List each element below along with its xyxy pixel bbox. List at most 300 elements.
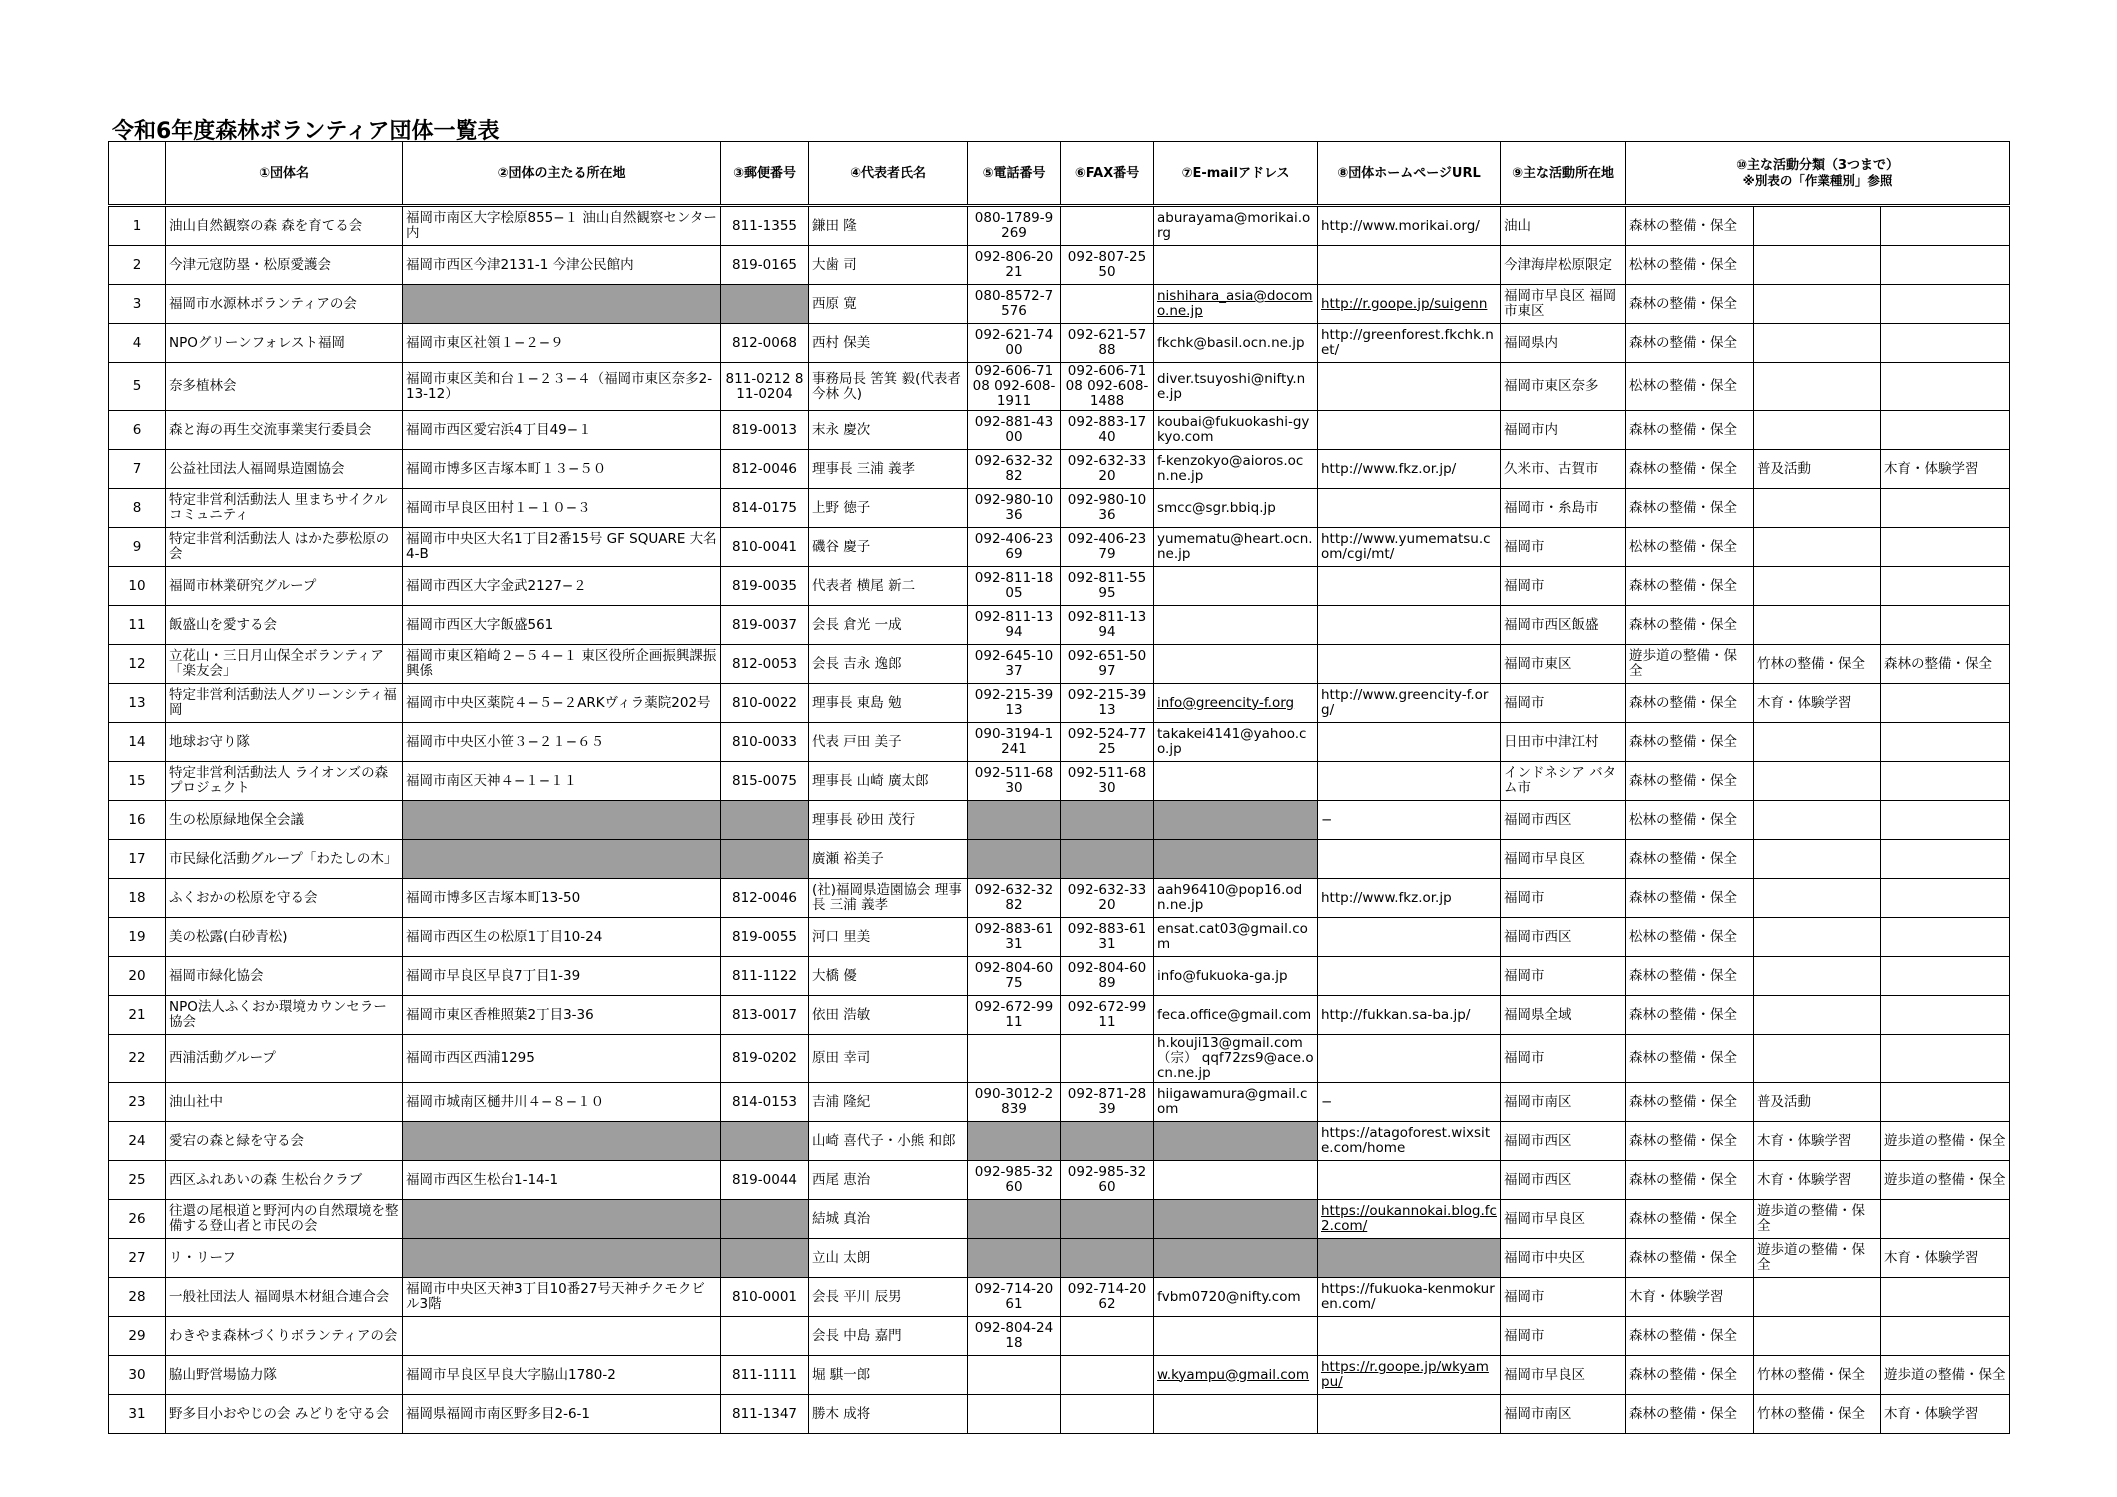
cell-representative-text: 鎌田 隆 [812,217,857,234]
cell-activity-3-text: 森林の整備・保全 [1884,655,1992,672]
cell-activity-3 [1881,1356,2010,1395]
cell-address-text: 福岡市東区美和台１−２３−４（福岡市東区奈多2-13-12） [406,370,713,402]
cell-group-name-text: 特定非営利活動法人グリーンシティ福岡 [169,687,397,718]
cell-area-text: 福岡市 [1504,577,1545,594]
header-representative: ④代表者氏名 [809,142,968,206]
cell-zip [721,1239,809,1278]
cell-fax-text: 092-651-5097 [1067,648,1147,679]
cell-zip [721,363,809,411]
table-row [109,645,2010,684]
cell-group-name-text: 特定非営利活動法人 里まちサイクルコミュニティ [169,492,388,523]
cell-zip [721,684,809,723]
cell-group-name [166,1239,403,1278]
header-tel: ⑤電話番号 [968,142,1061,206]
cell-activity-3-text: 遊歩道の整備・保全 [1884,1171,2006,1188]
cell-area-text: 福岡市東区奈多 [1504,378,1599,394]
cell-zip [721,957,809,996]
cell-url [1318,206,1501,246]
cell-email [1154,801,1318,840]
cell-email [1154,918,1318,957]
cell-address-text: 福岡市中央区薬院４−５−２ARKヴィラ薬院202号 [406,694,711,711]
cell-url [1318,1083,1501,1122]
table-row [109,1356,2010,1395]
cell-activity-3-text: 木育・体験学習 [1884,1249,1979,1266]
cell-zip-text: 819-0165 [732,256,797,273]
cell-activity-1-text: 森林の整備・保全 [1629,694,1737,711]
cell-no-text: 30 [128,1366,146,1383]
cell-tel-text: 092-632-3282 [974,882,1054,913]
cell-zip-text: 814-0153 [732,1093,797,1110]
cell-representative [809,1317,968,1356]
cell-activity-1 [1626,450,1754,489]
cell-activity-1 [1626,606,1754,645]
table-row [109,528,2010,567]
cell-email-text[interactable]: f-kenzokyo@aioros.ocn.ne.jp [1157,453,1304,484]
header-name: ①団体名 [166,142,403,206]
cell-url [1318,996,1501,1035]
cell-group-name [166,1395,403,1434]
cell-group-name-text: 油山自然観察の森 森を育てる会 [169,217,363,234]
cell-area-text: 今津海岸松原限定 [1504,256,1612,273]
cell-representative [809,324,968,363]
cell-zip [721,411,809,450]
cell-representative-text: 理事長 東島 勉 [812,694,902,711]
cell-activity-3 [1881,1161,2010,1200]
cell-activity-1 [1626,363,1754,411]
cell-area [1501,1161,1626,1200]
cell-url-text[interactable]: https://fukuoka-kenmokuren.com/ [1321,1281,1495,1312]
cell-url [1318,567,1501,606]
cell-tel [968,1395,1061,1434]
cell-email-text[interactable]: koubai@fukuokashi-gykyo.com [1157,414,1310,445]
cell-url-text[interactable]: http://www.fkz.or.jp [1321,889,1452,906]
header-row [109,142,2010,206]
cell-representative [809,840,968,879]
cell-activity-1-text: 森林の整備・保全 [1629,421,1737,438]
cell-no-text: 6 [132,421,142,438]
cell-email-text[interactable]: hiigawamura@gmail.com [1157,1086,1308,1117]
cell-activity-1-text: 遊歩道の整備・保全 [1629,648,1737,679]
cell-activity-1-text: 森林の整備・保全 [1629,1006,1737,1023]
cell-activity-2 [1754,1083,1881,1122]
cell-address-text: 福岡市南区大字桧原855−１ 油山自然観察センター内 [406,210,717,241]
cell-group-name-text: 福岡市林業研究グループ [169,577,317,594]
cell-representative [809,918,968,957]
cell-no [109,840,166,879]
cell-email [1154,723,1318,762]
cell-activity-1-text: 松林の整備・保全 [1629,538,1737,555]
cell-zip-text: 810-0022 [732,694,797,711]
cell-fax-text: 092-524-7725 [1067,726,1147,757]
cell-activity-2 [1754,450,1881,489]
cell-group-name [166,567,403,606]
cell-area-text: 日田市中津江村 [1504,733,1599,750]
cell-address [403,1035,721,1083]
cell-no-text: 27 [128,1249,146,1266]
cell-representative [809,489,968,528]
cell-area-text: 福岡県全域 [1504,1006,1572,1023]
cell-activity-2 [1754,567,1881,606]
cell-url-text[interactable]: http://www.yumematsu.com/cgi/mt/ [1321,531,1491,562]
cell-email [1154,684,1318,723]
cell-group-name [166,246,403,285]
cell-activity-1 [1626,246,1754,285]
cell-email-text[interactable]: smcc@sgr.bbiq.jp [1157,499,1276,516]
cell-url-text[interactable]: http://fukkan.sa-ba.jp/ [1321,1006,1471,1023]
cell-no-text: 2 [132,256,142,273]
cell-url-text[interactable]: https://oukannokai.blog.fc2.com/ [1321,1203,1497,1234]
cell-no [109,450,166,489]
table-row [109,246,2010,285]
header-activity-note: ※別表の「作業種別」参照 [1742,173,1893,188]
cell-url-text[interactable]: https://r.goope.jp/wkyampu/ [1321,1359,1489,1390]
cell-url [1318,606,1501,645]
cell-zip-text: 819-0055 [732,928,797,945]
cell-activity-2 [1754,1239,1881,1278]
cell-fax-text: 092-980-1036 [1067,492,1147,523]
cell-activity-2 [1754,918,1881,957]
cell-url [1318,840,1501,879]
cell-address-text: 福岡市西区今津2131-1 今津公民館内 [406,256,634,273]
table-row [109,206,2010,246]
cell-email-text[interactable]: info@greencity-f.org [1157,694,1295,711]
cell-url-text[interactable]: http://greenforest.fkchk.net/ [1321,327,1494,358]
cell-area-text: 福岡市東区 [1504,655,1572,672]
cell-zip [721,1083,809,1122]
cell-address-text: 福岡市東区香椎照葉2丁目3-36 [406,1006,594,1023]
cell-email-text[interactable]: aburayama@morikai.org [1157,210,1311,241]
cell-activity-1 [1626,1083,1754,1122]
cell-activity-3 [1881,1317,2010,1356]
cell-activity-1 [1626,762,1754,801]
cell-url [1318,1317,1501,1356]
cell-fax-text: 092-621-5788 [1067,327,1147,358]
cell-zip [721,723,809,762]
cell-activity-1-text: 森林の整備・保全 [1629,1050,1737,1066]
cell-group-name [166,840,403,879]
cell-area [1501,1035,1626,1083]
cell-area-text: 油山 [1504,217,1531,234]
cell-address-text: 福岡市博多区吉塚本町13-50 [406,889,581,906]
cell-activity-1-text: 森林の整備・保全 [1629,334,1737,351]
cell-activity-1-text: 森林の整備・保全 [1629,967,1737,984]
cell-no-text: 5 [132,378,142,394]
cell-url [1318,645,1501,684]
cell-representative [809,1356,968,1395]
cell-activity-1-text: 松林の整備・保全 [1629,928,1737,945]
cell-fax [1061,1395,1154,1434]
cell-tel [968,762,1061,801]
cell-activity-2-text: 竹林の整備・保全 [1757,1366,1865,1383]
cell-group-name [166,723,403,762]
cell-email-text[interactable]: nishihara_asia@docomo.ne.jp [1157,288,1313,319]
cell-url [1318,1278,1501,1317]
cell-url-text[interactable]: http://r.goope.jp/suigenn [1321,295,1488,312]
cell-zip-text: 819-0037 [732,616,797,633]
cell-address-text: 福岡市東区社領１−２−９ [406,334,564,351]
cell-activity-3 [1881,1122,2010,1161]
cell-area-text: 福岡市西区 [1504,928,1572,945]
cell-fax-text: 092-985-3260 [1067,1164,1147,1195]
cell-representative [809,1278,968,1317]
table-row [109,363,2010,411]
cell-tel [968,1200,1061,1239]
table-row [109,1200,2010,1239]
cell-tel [968,246,1061,285]
cell-email-text[interactable]: takakei4141@yahoo.co.jp [1157,726,1307,757]
cell-url-text[interactable]: http://www.greencity-f.org/ [1321,687,1489,718]
cell-zip-text: 811-1347 [732,1405,797,1422]
table-row [109,1083,2010,1122]
cell-group-name [166,606,403,645]
cell-representative [809,762,968,801]
cell-fax [1061,285,1154,324]
cell-url-text: − [1321,1093,1333,1110]
cell-address [403,450,721,489]
cell-activity-3 [1881,1395,2010,1434]
cell-fax [1061,1278,1154,1317]
table-row [109,1395,2010,1434]
cell-no [109,957,166,996]
cell-url-text[interactable]: https://atagoforest.wixsite.com/home [1321,1125,1491,1156]
cell-tel [968,411,1061,450]
cell-activity-2-text: 木育・体験学習 [1757,1171,1852,1188]
cell-no [109,1083,166,1122]
cell-group-name [166,363,403,411]
cell-activity-2-text: 普及活動 [1757,460,1811,477]
cell-area [1501,285,1626,324]
cell-zip-text: 812-0053 [732,655,797,672]
cell-area [1501,762,1626,801]
cell-group-name [166,957,403,996]
cell-area [1501,606,1626,645]
cell-area [1501,363,1626,411]
cell-group-name-text: わきやま森林づくりボランティアの会 [169,1327,398,1344]
cell-area-text: 福岡市 [1504,967,1545,984]
table-row [109,1317,2010,1356]
cell-tel-text: 092-621-7400 [974,327,1054,358]
cell-zip [721,285,809,324]
cell-fax-text: 092-811-1394 [1067,609,1147,640]
cell-no-text: 16 [128,811,146,828]
cell-area [1501,645,1626,684]
cell-representative-text: 河口 里美 [812,928,871,945]
cell-fax [1061,1239,1154,1278]
table-row [109,957,2010,996]
cell-activity-2 [1754,324,1881,363]
cell-zip [721,1200,809,1239]
cell-zip [721,606,809,645]
cell-area-text: 福岡市 [1504,1050,1545,1066]
cell-activity-1 [1626,1278,1754,1317]
cell-tel-text: 092-883-6131 [974,921,1054,952]
cell-no-text: 23 [128,1093,146,1110]
cell-email [1154,206,1318,246]
cell-no [109,1239,166,1278]
cell-area [1501,567,1626,606]
cell-activity-3 [1881,1083,2010,1122]
cell-activity-1 [1626,411,1754,450]
cell-email [1154,489,1318,528]
cell-representative-text: 勝木 成将 [812,1405,871,1422]
cell-email-text[interactable]: info@fukuoka-ga.jp [1157,967,1288,984]
cell-tel-text: 092-980-1036 [974,492,1054,523]
table-row [109,762,2010,801]
cell-no-text: 19 [128,928,146,945]
cell-no-text: 17 [128,850,146,867]
cell-email [1154,1122,1318,1161]
cell-fax [1061,246,1154,285]
cell-zip [721,1035,809,1083]
cell-url [1318,762,1501,801]
cell-group-name-text: 立花山・三日月山保全ボランティア「楽友会」 [169,648,384,679]
cell-activity-3-text: 遊歩道の整備・保全 [1884,1132,2006,1149]
header-no [109,142,166,206]
cell-group-name [166,206,403,246]
cell-group-name [166,1161,403,1200]
cell-no [109,1395,166,1434]
cell-tel [968,1239,1061,1278]
cell-address-text: 福岡市西区愛宕浜4丁目49−１ [406,421,592,438]
cell-address [403,411,721,450]
cell-zip [721,1278,809,1317]
cell-no [109,645,166,684]
cell-zip-text: 819-0202 [732,1050,797,1066]
cell-url [1318,1395,1501,1434]
cell-url [1318,918,1501,957]
cell-fax-text: 092-406-2379 [1067,531,1147,562]
cell-activity-1 [1626,840,1754,879]
cell-activity-2 [1754,1122,1881,1161]
cell-address [403,762,721,801]
cell-area-text: 福岡県内 [1504,334,1558,351]
cell-activity-1 [1626,324,1754,363]
cell-group-name-text: 福岡市緑化協会 [169,967,264,984]
cell-tel [968,324,1061,363]
cell-representative-text: 事務局長 筈箕 毅(代表者 今林 久) [812,370,961,402]
cell-zip-text: 812-0046 [732,460,797,477]
cell-fax [1061,1035,1154,1083]
cell-zip-text: 819-0013 [732,421,797,438]
cell-url [1318,879,1501,918]
cell-representative [809,1083,968,1122]
table-row [109,996,2010,1035]
cell-representative-text: 西原 寛 [812,295,857,312]
cell-url [1318,1200,1501,1239]
table-row [109,450,2010,489]
cell-area [1501,1278,1626,1317]
cell-fax [1061,840,1154,879]
cell-activity-1-text: 森林の整備・保全 [1629,577,1737,594]
cell-fax [1061,1317,1154,1356]
cell-address-text: 福岡市城南区樋井川４−８−１０ [406,1093,605,1110]
cell-group-name-text: 生の松原緑地保全会議 [169,811,304,828]
cell-group-name [166,1278,403,1317]
cell-email-text[interactable]: fvbm0720@nifty.com [1157,1288,1301,1305]
cell-activity-3 [1881,879,2010,918]
cell-address [403,1395,721,1434]
cell-email-text[interactable]: w.kyampu@gmail.com [1157,1366,1310,1383]
cell-area [1501,684,1626,723]
cell-representative [809,684,968,723]
cell-email-text[interactable]: yumematu@heart.ocn.ne.jp [1157,531,1313,562]
cell-zip [721,996,809,1035]
cell-area-text: 福岡市南区 [1504,1093,1572,1110]
cell-area [1501,996,1626,1035]
cell-representative-text: 西村 保美 [812,334,871,351]
cell-address [403,1317,721,1356]
cell-fax [1061,1161,1154,1200]
cell-area [1501,1200,1626,1239]
cell-group-name [166,1317,403,1356]
cell-email-text[interactable]: diver.tsuyoshi@nifty.ne.jp [1157,370,1306,402]
cell-url [1318,450,1501,489]
cell-area-text: 福岡市早良区 [1504,1210,1585,1227]
cell-zip [721,801,809,840]
cell-email [1154,1239,1318,1278]
cell-email-text[interactable]: fkchk@basil.ocn.ne.jp [1157,334,1305,351]
cell-area [1501,840,1626,879]
cell-activity-2 [1754,996,1881,1035]
cell-group-name-text: 特定非営利活動法人 ライオンズの森プロジェクト [169,765,389,796]
table-row [109,801,2010,840]
cell-no [109,528,166,567]
cell-activity-1-text: 木育・体験学習 [1629,1288,1724,1305]
cell-group-name-text: 愛宕の森と緑を守る会 [169,1132,304,1149]
cell-group-name [166,996,403,1035]
cell-no [109,1278,166,1317]
cell-fax-text: 092-883-1740 [1067,414,1147,445]
cell-area-text: インドネシア バタム市 [1504,765,1617,796]
cell-url-text[interactable]: http://www.fkz.or.jp/ [1321,460,1457,477]
cell-no [109,723,166,762]
cell-email-text[interactable]: feca.office@gmail.com [1157,1006,1312,1023]
cell-area [1501,957,1626,996]
cell-tel [968,645,1061,684]
cell-activity-3 [1881,1200,2010,1239]
cell-activity-2-text: 木育・体験学習 [1757,1132,1852,1149]
cell-area-text: 福岡市 [1504,1327,1545,1344]
cell-address [403,723,721,762]
cell-tel-text: 092-806-2021 [974,249,1054,280]
cell-group-name [166,762,403,801]
cell-area [1501,528,1626,567]
cell-activity-2 [1754,1035,1881,1083]
cell-tel [968,996,1061,1035]
cell-url-text: − [1321,811,1333,828]
cell-representative [809,957,968,996]
cell-representative [809,1395,968,1434]
cell-zip [721,324,809,363]
cell-address-text: 福岡市早良区田村１−１０−３ [406,499,591,516]
cell-zip-text: 812-0068 [732,334,797,351]
cell-activity-2 [1754,1278,1881,1317]
cell-fax [1061,684,1154,723]
cell-url [1318,528,1501,567]
cell-address-text: 福岡市南区天神４−１−１１ [406,772,578,789]
cell-group-name [166,645,403,684]
table-row [109,411,2010,450]
cell-email-text[interactable]: ensat.cat03@gmail.com [1157,921,1308,952]
cell-activity-1 [1626,918,1754,957]
cell-activity-2 [1754,645,1881,684]
cell-tel-text: 092-985-3260 [974,1164,1054,1195]
cell-tel [968,723,1061,762]
cell-url-text[interactable]: http://www.morikai.org/ [1321,217,1480,234]
cell-group-name [166,450,403,489]
cell-email-text[interactable]: h.kouji13@gmail.com （宗） qqf72zs9@ace.ocn.ne.jp [1157,1035,1314,1081]
cell-email-text[interactable]: aah96410@pop16.odn.ne.jp [1157,882,1303,913]
